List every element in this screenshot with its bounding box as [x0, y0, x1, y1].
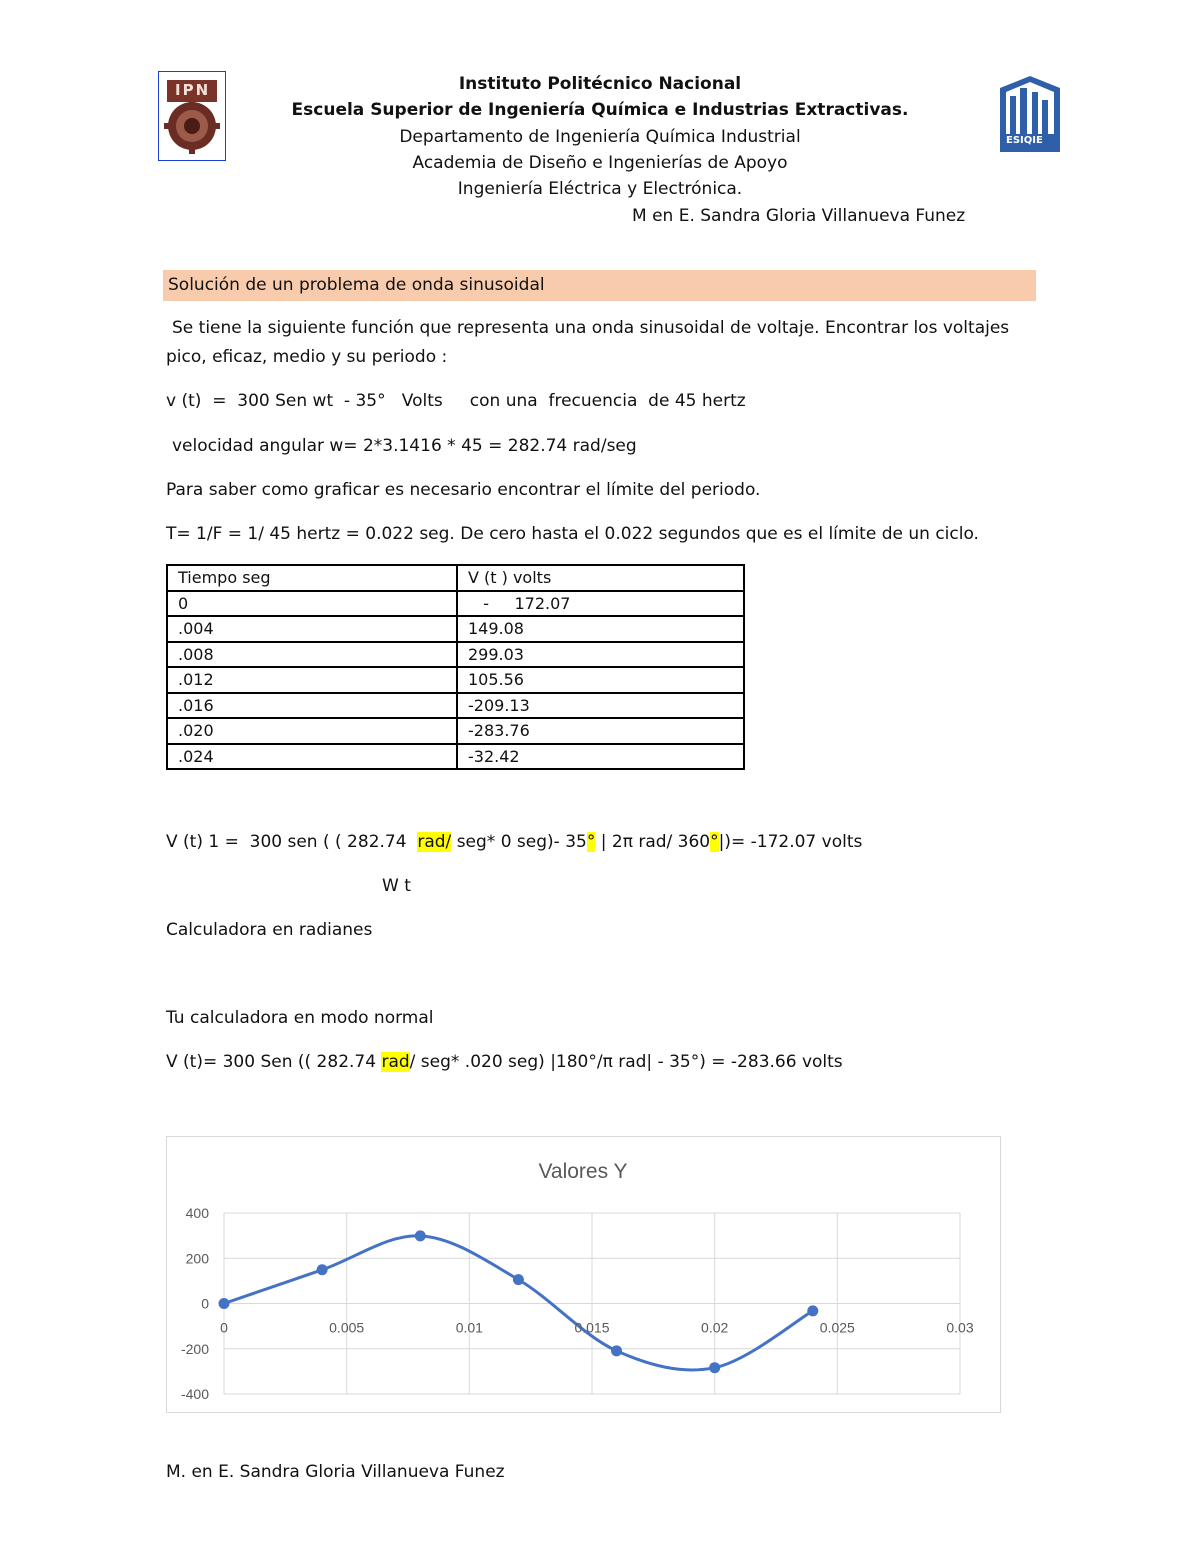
- data-point: [415, 1230, 426, 1241]
- period-calculation: T= 1/F = 1/ 45 hertz = 0.022 seg. De cero hasta el 0.022 segundos que es el límite de un ciclo.: [166, 524, 979, 544]
- table-row: [167, 667, 744, 693]
- table-cell-voltage: 149.08: [457, 616, 744, 642]
- table-cell-voltage: 105.56: [457, 667, 744, 693]
- calc1-part-c: seg* 0 seg)- 35: [451, 832, 587, 852]
- table-row: [167, 591, 744, 617]
- data-point: [513, 1274, 524, 1285]
- calc2-part-c: / seg* .020 seg) |180°/π rad| - 35°) = -283.66 volts: [409, 1052, 843, 1072]
- y-tick-label: 200: [185, 1250, 209, 1267]
- table-header-row: [167, 565, 744, 591]
- chart-container: [166, 1136, 1001, 1413]
- academy-name: Academia de Diseño e Ingenierías de Apoyo: [412, 153, 788, 173]
- voltage-chart: [167, 1137, 1000, 1412]
- chart-title: Valores Y: [538, 1160, 628, 1183]
- table-cell-time: .004: [167, 616, 457, 642]
- x-tick-label: 0.03: [946, 1319, 974, 1336]
- table-row: [167, 744, 744, 770]
- institute-name: Instituto Politécnico Nacional: [458, 74, 742, 94]
- calc2-highlight-rad: rad: [381, 1052, 410, 1072]
- calc2-part-a: V (t)= 300 Sen (( 282.74: [166, 1052, 382, 1072]
- chart-grid: [224, 1213, 960, 1394]
- table-cell-time: .016: [167, 693, 457, 719]
- school-name: Escuela Superior de Ingeniería Química e Industrias Extractivas.: [291, 100, 909, 120]
- footer-author: M. en E. Sandra Gloria Villanueva Funez: [166, 1462, 505, 1482]
- calculation-1: [166, 832, 862, 852]
- problem-text-line2: pico, eficaz, medio y su periodo :: [166, 347, 448, 367]
- ipn-logo-text: IPN: [175, 81, 211, 99]
- table-header-voltage: V (t ) volts: [457, 565, 744, 591]
- problem-text-line1: Se tiene la siguiente función que representa una onda sinusoidal de voltaje. Encontrar los voltajes: [172, 318, 1010, 338]
- calculator-normal: Tu calculadora en modo normal: [166, 1008, 434, 1028]
- x-tick-label: 0.01: [455, 1319, 483, 1336]
- x-tick-label: 0.015: [574, 1319, 610, 1336]
- section-title-band: [163, 270, 1036, 301]
- table-cell-time: .020: [167, 718, 457, 744]
- table-row: [167, 718, 744, 744]
- calc1-part-e: | 2π rad/ 360: [595, 832, 711, 852]
- y-tick-label: 0: [201, 1295, 209, 1312]
- calculation-2: [166, 1052, 843, 1072]
- data-point: [219, 1298, 230, 1309]
- calc1-part-g: |)= -172.07 volts: [718, 832, 863, 852]
- table-cell-time: 0: [167, 591, 457, 617]
- subject-name: Ingeniería Eléctrica y Electrónica.: [457, 179, 743, 199]
- calc1-part-a: V (t) 1 = 300 sen ( ( 282.74: [166, 832, 418, 852]
- table-row: [167, 616, 744, 642]
- x-tick-label: 0.005: [329, 1319, 365, 1336]
- data-table: [166, 564, 745, 770]
- voltage-equation: v (t) = 300 Sen wt - 35° Volts con una frecuencia de 45 hertz: [166, 391, 746, 411]
- table-cell-time: .008: [167, 642, 457, 668]
- header-author: M en E. Sandra Gloria Villanueva Funez: [632, 206, 966, 226]
- wt-label: W t: [382, 876, 411, 896]
- x-tick-label: 0.02: [701, 1319, 729, 1336]
- y-tick-label: 400: [185, 1205, 209, 1221]
- data-point: [611, 1345, 622, 1356]
- calculator-radians: Calculadora en radianes: [166, 920, 373, 940]
- esiqie-logo-text: ESIQIE: [1006, 135, 1043, 146]
- y-tick-label: -400: [180, 1386, 209, 1402]
- data-point: [709, 1362, 720, 1373]
- y-tick-label: -200: [180, 1340, 209, 1357]
- table-cell-voltage: - 172.07: [457, 591, 744, 617]
- chart-series: [219, 1230, 819, 1373]
- data-point: [317, 1264, 328, 1275]
- calc1-highlight-degree: °: [586, 832, 596, 852]
- series-line: [224, 1236, 813, 1370]
- period-intro: Para saber como graficar es necesario encontrar el límite del periodo.: [166, 480, 761, 500]
- table-row: [167, 693, 744, 719]
- table-row: [167, 642, 744, 668]
- table-cell-voltage: -209.13: [457, 693, 744, 719]
- department-name: Departamento de Ingeniería Química Industrial: [399, 127, 801, 147]
- data-point: [807, 1305, 818, 1316]
- table-cell-voltage: -32.42: [457, 744, 744, 770]
- table-cell-voltage: -283.76: [457, 718, 744, 744]
- table-cell-voltage: 299.03: [457, 642, 744, 668]
- section-title: Solución de un problema de onda sinusoidal: [168, 275, 545, 295]
- x-tick-label: 0.025: [819, 1319, 855, 1336]
- calc1-highlight-rad: rad/: [417, 832, 452, 852]
- table-cell-time: .024: [167, 744, 457, 770]
- table-header-time: Tiempo seg: [167, 565, 457, 591]
- x-tick-label: 0: [220, 1319, 228, 1336]
- table-cell-time: .012: [167, 667, 457, 693]
- angular-velocity: velocidad angular w= 2*3.1416 * 45 = 282.74 rad/seg: [172, 436, 637, 456]
- calc1-highlight-degree-2: °: [710, 832, 719, 852]
